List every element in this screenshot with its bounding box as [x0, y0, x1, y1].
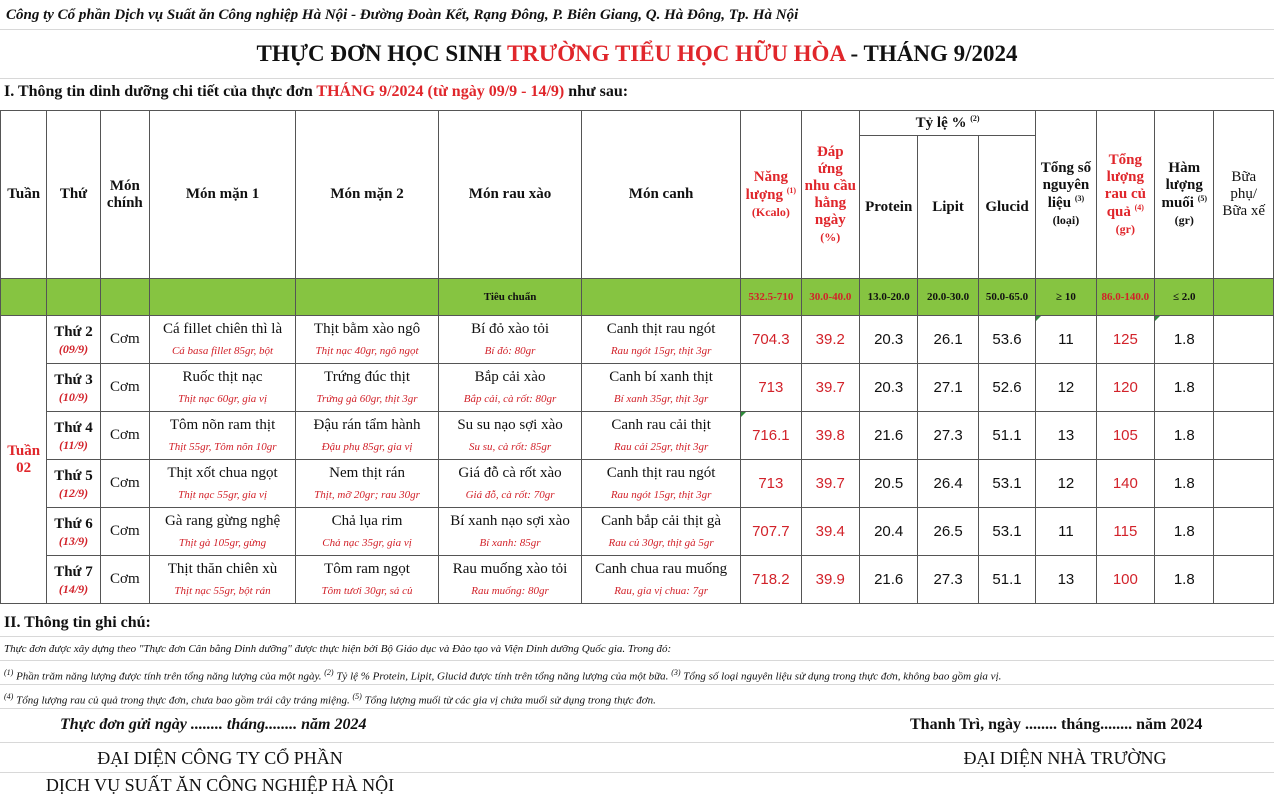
note-intro: Thực đơn được xây dựng theo "Thực đơn Cân bằng Dinh dưỡng" được thực hiện bởi Bộ Giáo dục và Đào tạo và Viện Dinh dưỡng Quốc gia. Trong đó: [0, 637, 1274, 661]
header-vegtotal-unit: (gr) [1115, 221, 1135, 236]
standard-protein: 13.0-20.0 [859, 279, 917, 316]
header-soup: Món canh [582, 111, 741, 279]
company-rep-line-1: ĐẠI DIỆN CÔNG TY CỔ PHẦN [97, 748, 343, 768]
protein-cell: 21.6 [859, 412, 917, 460]
snack-cell [1214, 364, 1274, 412]
day-date: (14/9) [58, 581, 89, 596]
header-ratio [859, 111, 1035, 136]
soup-cell [582, 316, 741, 364]
snack-cell [1214, 508, 1274, 556]
glucid-cell: 51.1 [978, 412, 1035, 460]
dish-detail: Thịt nạc 55gr, gia vị [178, 489, 267, 501]
day-label: Thứ 3 [54, 371, 93, 388]
salty2-cell [296, 364, 439, 412]
salt-cell: 1.8 [1155, 460, 1214, 508]
glucid-cell: 53.1 [978, 460, 1035, 508]
dish-name: Cá fillet chiên thì là [162, 321, 283, 337]
menu-table [0, 110, 1274, 604]
salty2-cell [296, 412, 439, 460]
dish-name: Canh thịt rau ngót [606, 321, 716, 337]
veg-cell [439, 556, 582, 604]
standard-ingredients: ≥ 10 [1036, 279, 1096, 316]
meet-cell: 39.7 [801, 460, 859, 508]
page-title [0, 30, 1274, 79]
header-vegtotal-label: Tổng lượng rau củ quả [1104, 151, 1146, 220]
vegtotal-cell: 115 [1096, 508, 1154, 556]
header-ingredients-unit: (loại) [1052, 213, 1080, 227]
protein-cell: 20.3 [859, 316, 917, 364]
dish-detail: Rau ngót 15gr, thịt 3gr [610, 489, 712, 501]
veg-cell [439, 316, 582, 364]
energy-cell: 707.7 [741, 508, 801, 556]
standard-glucid: 50.0-65.0 [978, 279, 1035, 316]
day-label: Thứ 6 [54, 515, 93, 532]
header-ratio-label: Tỷ lệ % [915, 115, 967, 131]
dish-detail: Tôm tươi 30gr, sả củ [321, 585, 413, 597]
header-meet-label: Đáp ứng nhu cầu hằng ngày [804, 143, 856, 228]
dish-name: Su su nạo sợi xào [457, 417, 563, 433]
glucid-cell: 52.6 [978, 364, 1035, 412]
vegtotal-cell: 120 [1096, 364, 1154, 412]
dish-name: Bắp cải xào [474, 369, 546, 385]
note4-text: Tổng lượng rau củ quả trong thực đơn, chưa bao gồm trái cây tráng miệng. [13, 694, 353, 707]
dish-name: Canh chua rau muống [595, 561, 728, 577]
divider [0, 742, 1274, 743]
day-label: Thứ 7 [54, 563, 93, 580]
week-label-a: Tuần [7, 442, 41, 459]
lipit-cell: 27.1 [918, 364, 978, 412]
day-date: (12/9) [58, 485, 89, 500]
energy-cell: 704.3 [741, 316, 801, 364]
salty1-cell [150, 412, 296, 460]
salty1-cell [150, 508, 296, 556]
week-label-b: 02 [16, 459, 32, 476]
table-row [1, 364, 1274, 412]
main-cell: Cơm [100, 508, 149, 556]
dish-detail: Rau ngót 15gr, thịt 3gr [610, 345, 712, 357]
energy-cell: 718.2 [741, 556, 801, 604]
note1-text: Phần trăm năng lượng được tính trên tổng năng lượng của một ngày. [13, 670, 325, 683]
dish-name: Canh bắp cải thịt gà [601, 513, 722, 529]
company-rep-line-2: DỊCH VỤ SUẤT ĂN CÔNG NGHIỆP HÀ NỘI [45, 775, 395, 795]
main-cell: Cơm [100, 364, 149, 412]
header-energy-unit: (Kcalo) [751, 204, 790, 219]
section1-suffix: như sau: [564, 83, 629, 100]
table-row [1, 460, 1274, 508]
dish-detail: Bắp cải, cà rốt: 80gr [463, 393, 557, 405]
note2-text: Tỷ lệ % Protein, Lipit, Glucid được tính trên tổng năng lượng của một bữa. [333, 670, 672, 683]
veg-cell [439, 460, 582, 508]
glucid-cell: 53.6 [978, 316, 1035, 364]
note5-sup: (5) [352, 692, 362, 701]
salty2-cell [296, 508, 439, 556]
vegtotal-cell: 100 [1096, 556, 1154, 604]
salty1-cell [150, 460, 296, 508]
standard-row [1, 279, 1274, 316]
ingredients-cell: 12 [1036, 460, 1096, 508]
dish-name: Thịt thăn chiên xù [167, 561, 278, 577]
school-rep: ĐẠI DIỆN NHÀ TRƯỜNG [963, 748, 1167, 768]
dish-name: Rau muống xào tỏi [452, 561, 568, 577]
header-meet-unit: (%) [820, 229, 841, 244]
dish-name: Đậu rán tẩm hành [313, 417, 421, 433]
header-energy-sup: (1) [786, 185, 797, 195]
table-row [1, 316, 1274, 364]
table-row [1, 556, 1274, 604]
standard-energy: 532.5-710 [741, 279, 801, 316]
dish-detail: Thịt nạc 40gr, ngô ngọt [315, 345, 419, 357]
energy-cell: 713 [741, 364, 801, 412]
glucid-cell: 51.1 [978, 556, 1035, 604]
ingredients-cell: 13 [1036, 556, 1096, 604]
section1-period: THÁNG 9/2024 (từ ngày 09/9 - 14/9) [316, 83, 565, 100]
dish-name: Chả lụa rim [331, 513, 403, 529]
vegtotal-cell: 105 [1096, 412, 1154, 460]
dish-detail: Rau muống: 80gr [471, 585, 549, 597]
main-cell: Cơm [100, 316, 149, 364]
vegtotal-cell: 140 [1096, 460, 1154, 508]
day-date: (10/9) [58, 389, 89, 404]
section1-prefix: I. Thông tin dinh dưỡng chi tiết của thực đơn [4, 83, 317, 100]
salt-cell: 1.8 [1155, 556, 1214, 604]
dish-name: Gà rang gừng nghệ [164, 513, 281, 529]
header-salt-unit: (gr) [1174, 213, 1194, 227]
header-salty2: Món mặn 2 [296, 111, 439, 279]
header-ratio-sup: (2) [970, 114, 980, 123]
table-row [1, 508, 1274, 556]
note-line-2 [0, 685, 1274, 709]
protein-cell: 20.4 [859, 508, 917, 556]
dish-name: Canh rau cải thịt [611, 417, 711, 433]
dish-detail: Thịt nạc 55gr, bột rán [174, 585, 271, 597]
title-part1: THỰC ĐƠN HỌC SINH [256, 41, 507, 66]
section1-heading [0, 78, 1274, 108]
section2-heading: II. Thông tin ghi chú: [0, 609, 1274, 637]
header-energy-label: Năng lượng [745, 168, 788, 203]
dish-name: Giá đỗ cà rốt xào [458, 465, 562, 481]
day-cell [47, 460, 100, 508]
salt-cell: 1.8 [1155, 364, 1214, 412]
dish-detail: Thịt 55gr, Tôm nõn 10gr [168, 441, 277, 453]
day-cell [47, 412, 100, 460]
dish-detail: Trứng gà 60gr, thịt 3gr [316, 393, 418, 405]
header-protein: Protein [859, 136, 917, 279]
ingredients-cell: 11 [1036, 508, 1096, 556]
lipit-cell: 26.5 [918, 508, 978, 556]
dish-detail: Thịt gà 105gr, gừng [178, 537, 267, 549]
day-date: (11/9) [59, 437, 88, 452]
note3-text: Tổng số loại nguyên liệu sử dụng trong thực đơn, không bao gồm gia vị. [680, 670, 1002, 683]
salty1-cell [150, 556, 296, 604]
week-cell [1, 316, 47, 604]
main-cell: Cơm [100, 412, 149, 460]
day-cell [47, 508, 100, 556]
title-school: TRƯỜNG TIỂU HỌC HỮU HÒA [506, 41, 845, 66]
place-date-line: Thanh Trì, ngày ........ tháng........ năm 2024 [910, 716, 1203, 733]
meet-cell: 39.4 [801, 508, 859, 556]
veg-cell [439, 508, 582, 556]
salt-cell: 1.8 [1155, 412, 1214, 460]
note-line-1 [0, 661, 1274, 685]
header-salty1: Món mặn 1 [150, 111, 296, 279]
dish-name: Tôm nõn ram thịt [169, 417, 276, 433]
table-row [1, 412, 1274, 460]
glucid-cell: 53.1 [978, 508, 1035, 556]
header-salt [1155, 111, 1214, 279]
meet-cell: 39.7 [801, 364, 859, 412]
header-day: Thứ [47, 111, 100, 279]
header-salt-label: Hàm lượng muối [1161, 160, 1203, 211]
dish-detail: Thịt, mỡ 20gr; rau 30gr [314, 489, 420, 501]
energy-cell: 716.1 [741, 412, 801, 460]
dish-name: Canh thịt rau ngót [606, 465, 716, 481]
header-ingredients [1036, 111, 1096, 279]
dish-detail: Giá đỗ, cà rốt: 70gr [465, 489, 555, 501]
title-part2: - THÁNG 9/2024 [844, 41, 1018, 66]
salt-cell: 1.8 [1155, 316, 1214, 364]
salty1-cell [150, 364, 296, 412]
vegtotal-cell: 125 [1096, 316, 1154, 364]
divider [0, 772, 1274, 773]
note5-text: Tổng lượng muối từ các gia vị chứa muối sử dụng trong thực đơn. [361, 694, 656, 707]
dish-name: Ruốc thịt nạc [182, 369, 263, 385]
salt-cell: 1.8 [1155, 508, 1214, 556]
snack-cell [1214, 316, 1274, 364]
day-cell [47, 556, 100, 604]
dish-detail: Bí xanh: 85gr [479, 537, 541, 549]
ingredients-cell: 13 [1036, 412, 1096, 460]
sent-date-line: Thực đơn gửi ngày ........ tháng........ năm 2024 [60, 716, 367, 733]
header-week: Tuần [1, 111, 47, 279]
meet-cell: 39.2 [801, 316, 859, 364]
day-cell [47, 364, 100, 412]
header-main: Món chính [100, 111, 149, 279]
standard-salt: ≤ 2.0 [1155, 279, 1214, 316]
day-label: Thứ 4 [54, 419, 93, 436]
dish-detail: Thịt nạc 60gr, gia vị [178, 393, 267, 405]
day-cell [47, 316, 100, 364]
header-energy [741, 111, 801, 279]
salty1-cell [150, 316, 296, 364]
lipit-cell: 26.1 [918, 316, 978, 364]
snack-cell [1214, 412, 1274, 460]
header-snack: Bữa phụ/ Bữa xế [1214, 111, 1274, 279]
salty2-cell [296, 316, 439, 364]
dish-detail: Bí xanh 35gr, thịt 3gr [613, 393, 709, 405]
soup-cell [582, 460, 741, 508]
lipit-cell: 27.3 [918, 556, 978, 604]
veg-cell [439, 364, 582, 412]
dish-detail: Su su, cà rốt: 85gr [468, 441, 552, 453]
meet-cell: 39.9 [801, 556, 859, 604]
dish-detail: Chả nạc 35gr, gia vị [322, 537, 412, 549]
day-label: Thứ 5 [54, 467, 93, 484]
header-lipit: Lipit [918, 136, 978, 279]
dish-name: Tôm ram ngọt [324, 561, 410, 577]
dish-detail: Rau, gia vị chua: 7gr [614, 585, 708, 597]
dish-detail: Rau cải 25gr, thịt 3gr [613, 441, 709, 453]
energy-cell: 713 [741, 460, 801, 508]
day-date: (09/9) [58, 341, 89, 356]
soup-cell [582, 556, 741, 604]
soup-cell [582, 364, 741, 412]
veg-cell [439, 412, 582, 460]
protein-cell: 20.3 [859, 364, 917, 412]
note1-sup: (1) [4, 668, 14, 677]
note2-sup: (2) [324, 668, 334, 677]
header-salt-sup: (5) [1197, 194, 1208, 203]
dish-detail: Cá basa fillet 85gr, bột [171, 345, 274, 357]
header-ingredients-label: Tổng số nguyên liệu [1040, 160, 1092, 211]
dish-name: Canh bí xanh thịt [609, 369, 713, 385]
dish-name: Thịt bằm xào ngô [313, 321, 421, 337]
header-meet [801, 111, 859, 279]
header-vegtotal [1096, 111, 1154, 279]
note3-sup: (3) [671, 668, 681, 677]
note4-sup: (4) [4, 692, 14, 701]
protein-cell: 20.5 [859, 460, 917, 508]
header-vegtotal-sup: (4) [1134, 202, 1144, 212]
dish-name: Thịt xốt chua ngọt [167, 465, 278, 481]
header-ingredients-sup: (3) [1074, 194, 1085, 203]
dish-name: Bí xanh nạo sợi xào [450, 513, 570, 529]
dish-detail: Rau củ 30gr, thịt gà 5gr [608, 537, 714, 549]
snack-cell [1214, 556, 1274, 604]
snack-cell [1214, 460, 1274, 508]
standard-vegtotal: 86.0-140.0 [1096, 279, 1154, 316]
protein-cell: 21.6 [859, 556, 917, 604]
main-cell: Cơm [100, 460, 149, 508]
lipit-cell: 26.4 [918, 460, 978, 508]
dish-detail: Bí đỏ: 80gr [484, 345, 536, 357]
dish-name: Nem thịt rán [329, 465, 405, 481]
company-header: Công ty Cổ phần Dịch vụ Suất ăn Công nghiệp Hà Nội - Đường Đoàn Kết, Rạng Đông, P. Biên Giang, Q. Hà Đông, Tp. Hà Nội [0, 0, 1274, 30]
salty2-cell [296, 460, 439, 508]
soup-cell [582, 508, 741, 556]
standard-lipit: 20.0-30.0 [918, 279, 978, 316]
dish-detail: Đậu phụ 85gr, gia vị [321, 441, 413, 453]
standard-label: Tiêu chuẩn [439, 279, 582, 316]
day-label: Thứ 2 [54, 323, 93, 340]
ingredients-cell: 11 [1036, 316, 1096, 364]
dish-name: Trứng đúc thịt [324, 369, 410, 385]
main-cell: Cơm [100, 556, 149, 604]
header-glucid: Glucid [978, 136, 1035, 279]
soup-cell [582, 412, 741, 460]
standard-meet: 30.0-40.0 [801, 279, 859, 316]
salty2-cell [296, 556, 439, 604]
lipit-cell: 27.3 [918, 412, 978, 460]
dish-name: Bí đỏ xào tỏi [471, 321, 549, 337]
ingredients-cell: 12 [1036, 364, 1096, 412]
meet-cell: 39.8 [801, 412, 859, 460]
header-veg: Món rau xào [439, 111, 582, 279]
day-date: (13/9) [58, 533, 89, 548]
